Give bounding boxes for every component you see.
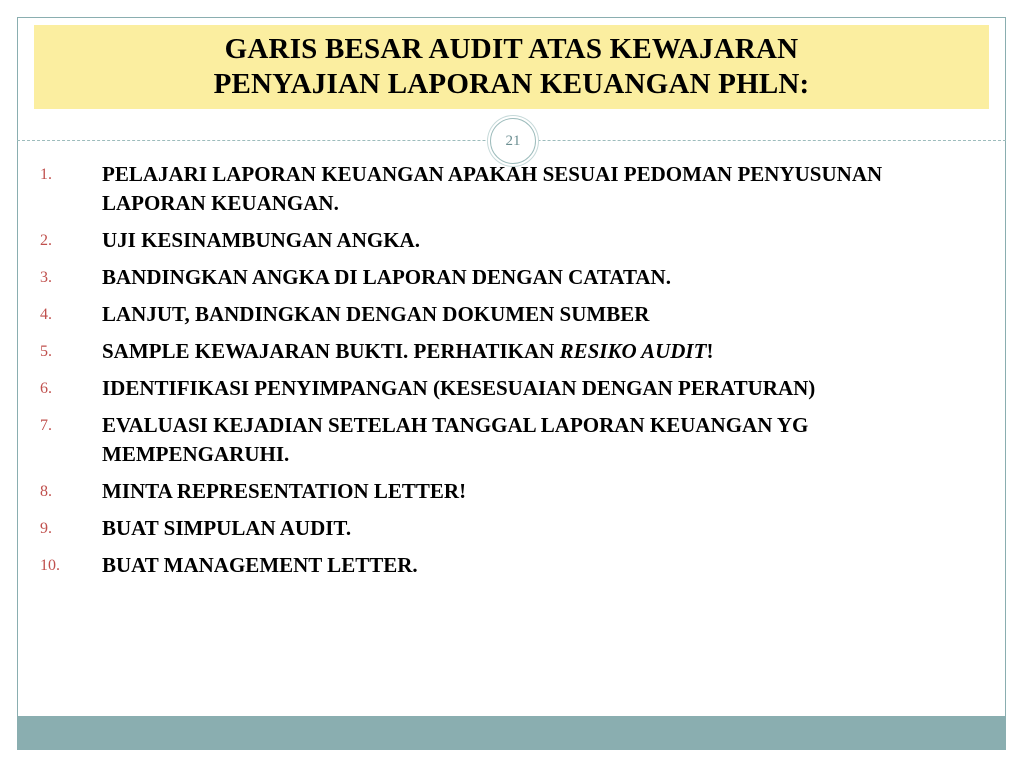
list-item-number: 8. [40, 483, 52, 500]
list-item [40, 160, 960, 218]
list-item-number: 4. [40, 306, 52, 323]
list-item-italic-text: RESIKO AUDIT [559, 339, 707, 363]
list-item-text: BUAT MANAGEMENT LETTER. [102, 553, 418, 577]
list-item [40, 300, 960, 329]
list-item-number: 3. [40, 269, 52, 286]
footer-bar [17, 716, 1006, 750]
list-item-number: 7. [40, 417, 52, 434]
list-item-number: 5. [40, 343, 52, 360]
page-number-badge [490, 118, 536, 164]
list-item-number: 1. [40, 166, 52, 183]
list-item-text: BANDINGKAN ANGKA DI LAPORAN DENGAN CATATAN. [102, 265, 671, 289]
slide-title [214, 32, 810, 102]
list-item-text: LANJUT, BANDINGKAN DENGAN DOKUMEN SUMBER [102, 302, 650, 326]
list-item [40, 477, 960, 506]
list-item-text: IDENTIFIKASI PENYIMPANGAN (KESESUAIAN DENGAN PERATURAN) [102, 376, 816, 400]
list-item-number: 10. [40, 557, 60, 574]
list-item-text: PELAJARI LAPORAN KEUANGAN APAKAH SESUAI PEDOMAN PENYUSUNAN LAPORAN KEUANGAN. [102, 162, 883, 215]
list-item-number: 9. [40, 520, 52, 537]
list-item [40, 263, 960, 292]
list-item [40, 551, 960, 580]
list-item-text-part: SAMPLE KEWAJARAN BUKTI. PERHATIKAN [102, 339, 560, 363]
list-item-text: MINTA REPRESENTATION LETTER! [102, 479, 467, 503]
list-item-text: BUAT SIMPULAN AUDIT. [102, 516, 352, 540]
page-number: 21 [505, 132, 521, 149]
list-item-text-part: ! [706, 339, 714, 363]
list-item-text: EVALUASI KEJADIAN SETELAH TANGGAL LAPORAN KEUANGAN YG MEMPENGARUHI. [102, 413, 809, 466]
title-line-1: GARIS BESAR AUDIT ATAS KEWAJARAN [224, 33, 799, 65]
list-item-text [102, 337, 960, 366]
audit-steps-list [40, 160, 960, 588]
title-box [34, 25, 989, 109]
list-item [40, 337, 960, 366]
title-line-2: PENYAJIAN LAPORAN KEUANGAN PHLN: [213, 68, 810, 100]
list-item-text: UJI KESINAMBUNGAN ANGKA. [102, 228, 420, 252]
list-item [40, 411, 960, 469]
list-item [40, 226, 960, 255]
list-item [40, 514, 960, 543]
list-item-number: 6. [40, 380, 52, 397]
list-item-number: 2. [40, 232, 52, 249]
list-item [40, 374, 960, 403]
